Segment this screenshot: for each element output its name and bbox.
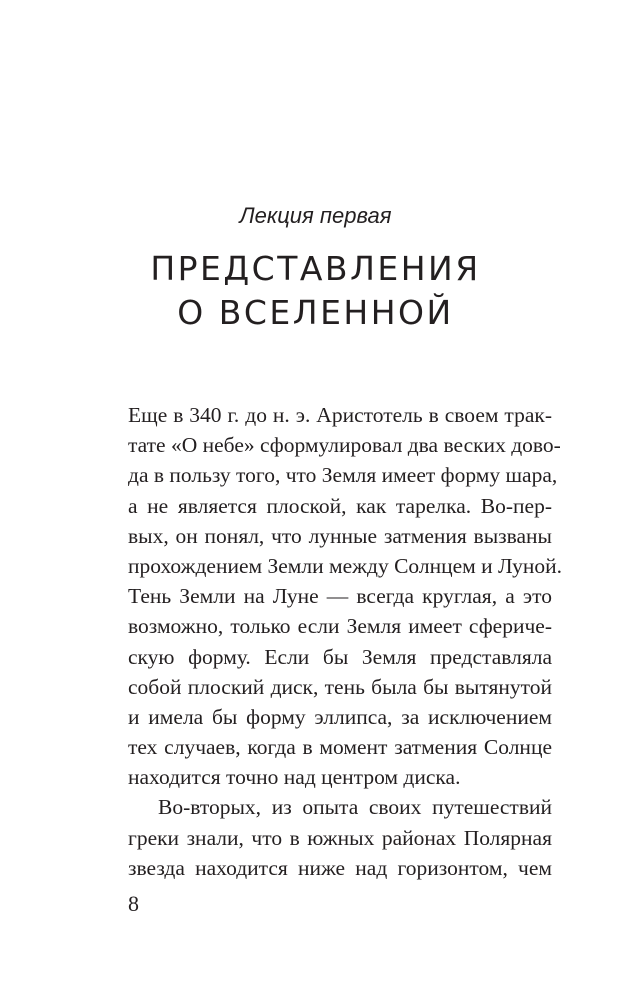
text-line: скую форму. Если бы Земля представляла — [128, 644, 552, 669]
text-line: греки знали, что в южных районах Полярная — [128, 825, 552, 850]
text-line: а не является плоской, как тарелка. Во-пер- — [128, 493, 552, 518]
text-line: и имела бы форму эллипса, за исключением — [128, 704, 552, 729]
chapter-title — [0, 247, 631, 335]
chapter-title-line: ПРЕДСТАВЛЕНИЯ — [150, 249, 481, 288]
text-line: Тень Земли на Луне — всегда круглая, а это — [128, 584, 552, 609]
text-line: тате «О небе» сформулировал два веских дово- — [128, 433, 561, 458]
text-line: вых, он понял, что лунные затмения вызваны — [128, 523, 552, 548]
body-text — [128, 400, 562, 883]
text-line: прохождением Земли между Солнцем и Луной. — [128, 553, 562, 578]
text-line: собой плоский диск, тень была бы вытянутой — [128, 674, 552, 699]
text-line: возможно, только если Земля имеет сфериче- — [128, 614, 552, 639]
text-line: звезда находится ниже над горизонтом, чем — [128, 855, 552, 880]
text-line: да в пользу того, что Земля имеет форму шара, — [128, 463, 558, 488]
text-line: Еще в 340 г. до н. э. Аристотель в своем трак- — [128, 403, 552, 427]
paragraph — [128, 400, 562, 792]
paragraph — [128, 792, 552, 883]
text-line: находится точно над центром диска. — [128, 765, 461, 790]
chapter-label: Лекция первая — [239, 203, 392, 228]
page-number: 8 — [128, 891, 139, 916]
text-line: тех случаев, когда в момент затмения Солнце — [128, 735, 552, 760]
text-line: Во-вторых, из опыта своих путешествий — [158, 795, 552, 820]
chapter-title-line: О ВСЕЛЕННОЙ — [177, 293, 454, 332]
